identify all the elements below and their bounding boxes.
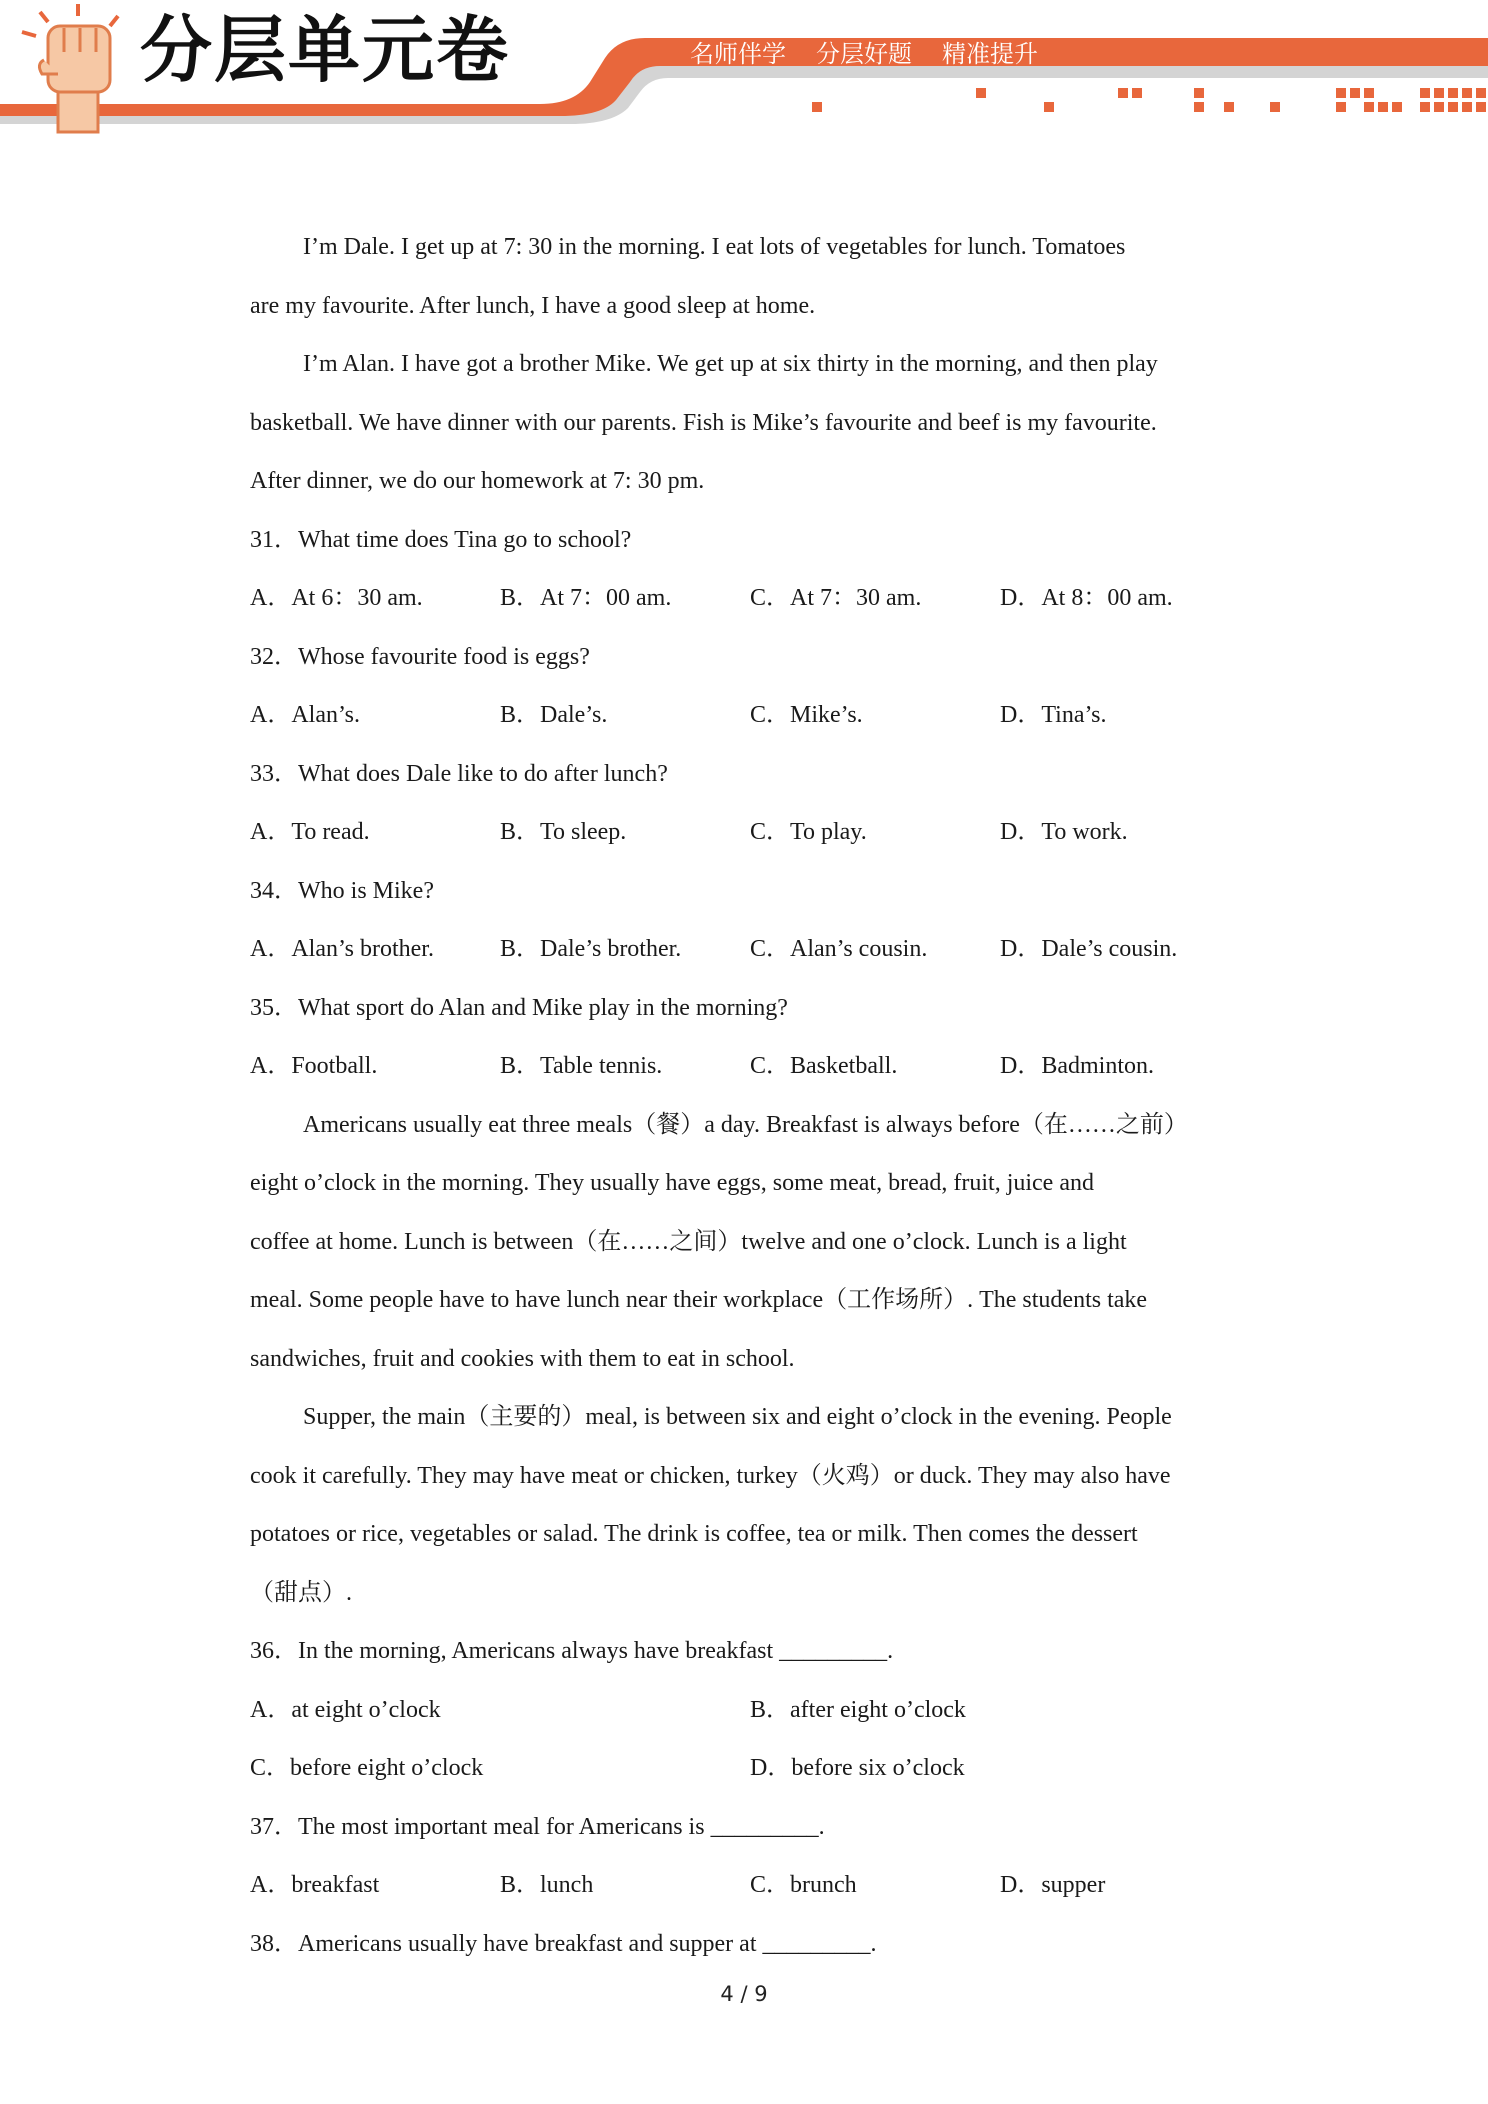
option-a: A．Alan’s brother. [250,936,434,962]
option-b: B．after eight o’clock [750,1696,966,1723]
option-a: A．At 6：30 am. [250,585,423,611]
passage-line: I’m Dale. I get up at 7: 30 in the morning. I eat lots of vegetables for lunch. Tomatoes [303,234,1126,260]
options-37 [250,1856,1250,1915]
option-d: D．Tina’s. [1000,702,1107,728]
option-d: D．At 8：00 am. [1000,585,1173,611]
passage-line: I’m Alan. I have got a brother Mike. We get up at six thirty in the morning, and then play [303,351,1158,377]
option-a: A．Alan’s. [250,702,360,728]
passage-line: eight o’clock in the morning. They usually have eggs, some meat, bread, fruit, juice and [250,1170,1094,1196]
question-35: 35．What sport do Alan and Mike play in the morning? [250,994,788,1021]
option-d: D．supper [1000,1872,1106,1898]
option-c: C．brunch [750,1872,857,1898]
options-36-row1 [250,1681,1250,1740]
slogan-item: 分层好题 [816,40,912,68]
option-a: A．at eight o’clock [250,1696,441,1723]
passage-line: sandwiches, fruit and cookies with them to eat in school. [250,1345,795,1372]
option-c: C．Alan’s cousin. [750,936,928,962]
option-a: A．To read. [250,819,370,845]
option-b: B．To sleep. [500,819,627,845]
option-d: D．Badminton. [1000,1053,1154,1079]
option-c: C．To play. [750,819,867,845]
options-32 [250,686,1250,745]
options-31 [250,569,1250,628]
option-a: A．breakfast [250,1872,380,1898]
option-d: D．To work. [1000,819,1128,845]
question-38: 38．Americans usually have breakfast and supper at _________. [250,1930,877,1957]
options-35 [250,1037,1250,1096]
option-b: B．At 7：00 am. [500,585,672,611]
page-header [0,0,1488,140]
question-32: 32．Whose favourite food is eggs? [250,643,590,670]
option-b: B．Dale’s. [500,702,608,728]
passage-line: basketball. We have dinner with our parents. Fish is Mike’s favourite and beef is my favourite. [250,409,1157,436]
question-33: 33．What does Dale like to do after lunch? [250,760,668,787]
question-34: 34．Who is Mike? [250,877,434,904]
option-c: C．Mike’s. [750,702,863,728]
brand-title: 分层单元卷 [140,8,511,92]
option-d: D．Dale’s cousin. [1000,936,1178,962]
option-c: C．At 7：30 am. [750,585,922,611]
passage-line: Americans usually eat three meals（餐）a day. Breakfast is always before（在……之前） [303,1111,1188,1138]
slogan-item: 精准提升 [942,40,1038,68]
question-31: 31．What time does Tina go to school? [250,526,632,553]
passage-line: After dinner, we do our homework at 7: 30 pm. [250,468,705,494]
passage-line: （甜点）. [250,1579,352,1606]
question-37: 37．The most important meal for Americans is _________. [250,1813,825,1840]
option-b: B．lunch [500,1872,594,1898]
slogan-item: 名师伴学 [690,40,786,68]
page-number: 4 / 9 [720,1982,768,2006]
passage-line: are my favourite. After lunch, I have a good sleep at home. [250,292,816,319]
option-c: C．before eight o’clock [250,1755,484,1781]
header-dot-pattern [812,88,1486,112]
page-content [250,218,1250,1973]
passage-line: cook it carefully. They may have meat or chicken, turkey（火鸡）or duck. They may also have [250,1462,1171,1489]
passage-line: coffee at home. Lunch is between（在……之间）twelve and one o’clock. Lunch is a light [250,1228,1127,1255]
options-34 [250,920,1250,979]
option-b: B．Table tennis. [500,1053,663,1079]
option-b: B．Dale’s brother. [500,936,682,962]
passage-line: Supper, the main（主要的）meal, is between six and eight o’clock in the evening. People [303,1404,1172,1430]
header-slogan [690,36,1038,72]
options-36-row2 [250,1739,1250,1798]
passage-line: potatoes or rice, vegetables or salad. The drink is coffee, tea or milk. Then comes the dessert [250,1521,1138,1547]
options-33 [250,803,1250,862]
question-36: 36．In the morning, Americans always have breakfast _________. [250,1638,894,1664]
option-c: C．Basketball. [750,1053,898,1079]
option-d: D．before six o’clock [750,1755,965,1781]
option-a: A．Football. [250,1053,378,1079]
passage-line: meal. Some people have to have lunch near their workplace（工作场所）. The students take [250,1287,1148,1313]
